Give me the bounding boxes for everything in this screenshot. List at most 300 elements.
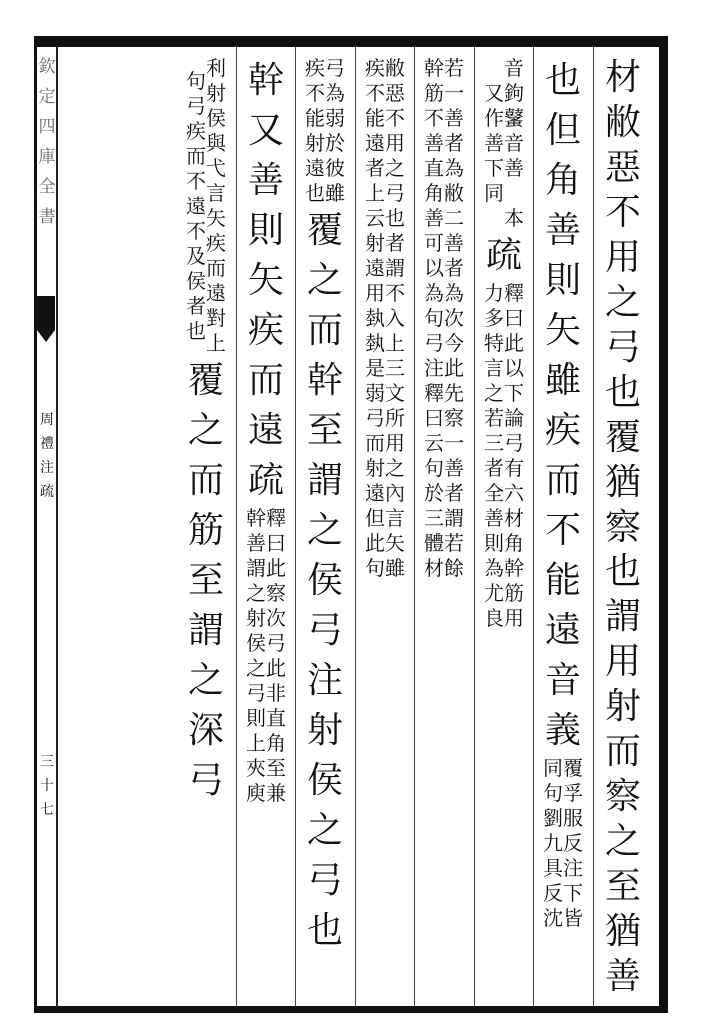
main-char: 謂: [605, 596, 641, 638]
note-char: 矢: [206, 206, 226, 230]
note-char: 為: [424, 281, 444, 305]
note-char: 餘: [444, 556, 464, 580]
note-char: 幹: [504, 556, 524, 580]
note-char: 三: [424, 506, 444, 530]
main-char: 之: [605, 821, 641, 863]
note-char: 惡: [385, 81, 405, 105]
note-char: 若: [484, 406, 504, 430]
main-char: 之: [306, 510, 343, 551]
main-text: [244, 456, 288, 506]
annotation-line: [186, 69, 206, 344]
annotation-line: [325, 56, 345, 206]
annotation-note: [482, 56, 526, 231]
note-char: 則: [246, 706, 266, 730]
annotation-note: [482, 281, 526, 631]
note-char: 弓: [365, 406, 385, 430]
note-char: 遠: [206, 281, 226, 305]
main-text: [601, 56, 645, 1000]
note-char: 射: [246, 606, 266, 630]
note-char: 射: [365, 456, 385, 480]
note-char: 弱: [365, 381, 385, 405]
note-char: 於: [424, 481, 444, 505]
note-char: 材: [504, 506, 524, 530]
note-char: 善: [444, 106, 464, 130]
note-char: 也: [385, 206, 405, 230]
main-char: 不: [605, 191, 641, 233]
column-rule: [533, 47, 534, 1007]
note-char: 上: [206, 331, 226, 355]
text-column: [601, 56, 645, 1000]
note-char: 全: [484, 481, 504, 505]
note-char: 弓: [504, 431, 524, 455]
note-char: 一: [444, 431, 464, 455]
note-char: 下: [484, 156, 504, 180]
note-char: 敝: [385, 56, 405, 80]
main-char: 善: [605, 956, 641, 998]
margin-book-title: 周禮注疏: [40, 412, 54, 500]
note-char: 而: [365, 431, 385, 455]
annotation-note: [303, 56, 347, 206]
note-char: [504, 181, 524, 206]
main-char: 也: [544, 60, 581, 101]
main-char: 矢: [247, 260, 284, 301]
main-char: 矢: [544, 310, 581, 351]
main-char: 至: [306, 410, 343, 451]
note-char: 遠: [365, 131, 385, 155]
note-char: 侯: [246, 631, 266, 655]
annotation-line: [365, 56, 385, 581]
main-char: 注: [306, 660, 343, 701]
note-char: 一: [444, 81, 464, 105]
note-char: 次: [444, 306, 464, 330]
note-char: 雖: [385, 556, 405, 580]
note-char: 之: [484, 381, 504, 405]
note-char: 之: [385, 156, 405, 180]
note-char: 今: [444, 331, 464, 355]
main-char: 謂: [306, 460, 343, 501]
main-char: 則: [544, 260, 581, 301]
note-char: 為: [325, 81, 345, 105]
note-char: 服: [563, 806, 583, 830]
note-char: 者: [444, 131, 464, 155]
note-char: 夾: [246, 756, 266, 780]
note-char: 遠: [305, 156, 325, 180]
main-char: 猶: [605, 461, 641, 503]
main-char: 之: [306, 260, 343, 301]
annotation-line: [444, 56, 464, 581]
annotation-note: [541, 756, 585, 931]
note-char: 鉤: [504, 81, 524, 105]
note-char: 而: [186, 143, 206, 168]
note-char: 察: [266, 581, 286, 605]
note-char: 此: [266, 556, 286, 580]
note-char: 角: [504, 531, 524, 555]
main-char: 至: [187, 560, 224, 601]
note-char: 善: [484, 131, 504, 155]
note-char: 不: [385, 281, 405, 305]
note-char: 謂: [385, 256, 405, 280]
note-char: 善: [444, 231, 464, 255]
note-char: 遠: [365, 481, 385, 505]
note-char: 有: [504, 456, 524, 480]
main-char: 侯: [306, 760, 343, 801]
note-char: 力: [484, 281, 504, 305]
note-char: 者: [444, 481, 464, 505]
note-char: 釋: [504, 281, 524, 305]
frame-bottom-border: [34, 1006, 668, 1013]
note-char: 是: [365, 356, 385, 380]
main-text: [541, 56, 585, 656]
main-text: [482, 231, 526, 281]
main-char: 謂: [187, 610, 224, 651]
note-char: 善: [246, 531, 266, 555]
main-char: 弓: [605, 326, 641, 368]
note-char: 弓: [186, 93, 206, 118]
note-char: 不: [365, 81, 385, 105]
margin-band-divider: [56, 47, 58, 1007]
note-char: 釋: [424, 381, 444, 405]
note-char: 用: [365, 281, 385, 305]
note-char: 但: [365, 506, 385, 530]
frame-right-border: [659, 36, 668, 1013]
annotation-note: [363, 56, 407, 581]
note-char: 此: [365, 531, 385, 555]
note-char: 侯: [206, 106, 226, 130]
note-char: 疾: [186, 118, 206, 143]
main-char: 察: [605, 506, 641, 548]
note-char: 句: [543, 781, 563, 805]
note-char: 劉: [543, 806, 563, 830]
column-rule: [295, 47, 296, 1007]
note-char: 為: [444, 281, 464, 305]
note-char: 此: [444, 356, 464, 380]
note-char: 者: [186, 293, 206, 318]
main-text: [303, 206, 347, 956]
note-char: 本: [504, 206, 524, 230]
note-char: 上: [246, 731, 266, 755]
annotation-line: [385, 56, 405, 581]
note-char: 同: [484, 181, 504, 205]
margin-page-number: 三十七: [40, 754, 54, 818]
main-char: 射: [306, 710, 343, 751]
note-char: 反: [543, 881, 563, 905]
note-char: 能: [305, 106, 325, 130]
note-char: 此: [504, 331, 524, 355]
note-char: 所: [385, 406, 405, 430]
note-char: 句: [424, 456, 444, 480]
annotation-line: [484, 281, 504, 631]
note-char: 弓: [424, 331, 444, 355]
main-char: 也: [306, 910, 343, 951]
note-char: 以: [424, 256, 444, 280]
text-column: [482, 56, 526, 631]
note-char: 材: [424, 556, 444, 580]
text-column: [422, 56, 466, 581]
note-char: 雖: [325, 181, 345, 205]
note-char: 弋: [206, 156, 226, 180]
main-char: 深: [187, 710, 224, 751]
annotation-line: [504, 281, 524, 631]
note-char: 之: [246, 581, 266, 605]
note-char: 若: [444, 56, 464, 80]
main-char: 覆: [187, 360, 224, 401]
note-char: 下: [563, 881, 583, 905]
annotation-line: [246, 506, 266, 806]
note-char: 弓: [325, 56, 345, 80]
main-char: 至: [605, 866, 641, 908]
text-column: [184, 56, 228, 806]
main-char: 侯: [306, 560, 343, 601]
main-char: 幹: [306, 360, 343, 401]
note-char: 具: [543, 856, 563, 880]
annotation-note: [422, 56, 466, 581]
note-char: 作: [484, 106, 504, 130]
main-char: 遠: [544, 610, 581, 651]
annotation-line: [543, 756, 563, 931]
text-column: [363, 56, 407, 581]
note-char: 三: [484, 431, 504, 455]
note-char: 皆: [563, 906, 583, 930]
note-char: 兼: [266, 781, 286, 805]
note-char: 音: [504, 56, 524, 80]
note-char: 言: [206, 181, 226, 205]
note-char: 釋: [266, 506, 286, 530]
note-char: 覆: [563, 756, 583, 780]
main-char: 之: [187, 660, 224, 701]
main-char: 弓: [187, 760, 224, 801]
main-char: 也: [605, 371, 641, 413]
note-char: 善: [424, 131, 444, 155]
note-char: 下: [504, 381, 524, 405]
note-char: 曰: [424, 406, 444, 430]
note-char: 尤: [484, 581, 504, 605]
annotation-line: [266, 506, 286, 806]
main-char: 遠: [247, 410, 284, 451]
main-char: 不: [544, 510, 581, 551]
annotation-note: [244, 506, 288, 806]
margin-header: 欽定四庫全書: [38, 57, 56, 227]
note-char: 不: [186, 218, 206, 243]
note-char: 射: [365, 231, 385, 255]
note-char: 弱: [325, 106, 345, 130]
annotation-line: [206, 56, 226, 356]
main-char: 而: [306, 310, 343, 351]
note-char: 音: [504, 131, 524, 155]
note-char: 疾: [365, 56, 385, 80]
note-char: 直: [266, 706, 286, 730]
note-char: 不: [385, 106, 405, 130]
note-char: 為: [444, 156, 464, 180]
main-char: 但: [544, 110, 581, 151]
note-char: 體: [424, 531, 444, 555]
note-char: 言: [385, 506, 405, 530]
note-char: 遠: [365, 256, 385, 280]
note-char: 與: [206, 131, 226, 155]
note-char: 於: [325, 131, 345, 155]
main-char: 角: [544, 160, 581, 201]
main-char: 疏: [485, 235, 522, 276]
main-char: 猶: [605, 911, 641, 953]
note-char: 注: [424, 356, 444, 380]
note-char: 則: [484, 531, 504, 555]
main-char: 而: [247, 360, 284, 401]
main-char: 也: [605, 551, 641, 593]
main-char: 用: [605, 641, 641, 683]
main-text: [541, 656, 585, 756]
fishtail-mark: [37, 296, 55, 330]
note-char: 六: [504, 481, 524, 505]
note-char: 者: [365, 156, 385, 180]
main-char: 察: [605, 776, 641, 818]
note-char: 侯: [186, 268, 206, 293]
note-char: 也: [305, 181, 325, 205]
note-char: 察: [444, 406, 464, 430]
main-char: 而: [187, 460, 224, 501]
note-char: 弓: [246, 681, 266, 705]
note-char: 上: [365, 181, 385, 205]
note-char: 而: [206, 256, 226, 280]
note-char: 射: [206, 81, 226, 105]
frame-left-border: [34, 36, 37, 1013]
note-char: 射: [305, 131, 325, 155]
note-char: 九: [543, 831, 563, 855]
main-char: 則: [247, 210, 284, 251]
text-column: [541, 56, 585, 931]
note-char: 言: [484, 356, 504, 380]
note-char: 為: [484, 556, 504, 580]
note-char: 者: [444, 256, 464, 280]
main-char: 筋: [187, 510, 224, 551]
main-char: 疾: [544, 410, 581, 451]
frame-top-border: [34, 36, 668, 47]
note-char: 云: [424, 431, 444, 455]
main-char: 善: [247, 160, 284, 201]
note-char: 矢: [385, 531, 405, 555]
note-char: 可: [424, 231, 444, 255]
note-char: 者: [484, 456, 504, 480]
main-char: 材: [605, 57, 641, 98]
note-char: 非: [266, 681, 286, 705]
main-char: 射: [605, 686, 641, 728]
note-char: 彼: [325, 156, 345, 180]
note-char: 不: [424, 106, 444, 130]
main-char: 弓: [306, 860, 343, 901]
note-char: 善: [424, 206, 444, 230]
column-rule: [414, 47, 415, 1007]
main-char: 覆: [306, 210, 343, 251]
note-char: 句: [365, 556, 385, 580]
note-char: 之: [246, 656, 266, 680]
note-char: 句: [424, 306, 444, 330]
note-char: 多: [484, 306, 504, 330]
note-char: 入: [385, 306, 405, 330]
note-char: 也: [186, 318, 206, 343]
main-char: 又: [247, 110, 284, 151]
main-char: 之: [605, 281, 641, 323]
note-char: 此: [266, 656, 286, 680]
note-char: 善: [444, 456, 464, 480]
main-char: 雖: [544, 360, 581, 401]
note-char: 者: [385, 231, 405, 255]
note-char: 沈: [543, 906, 563, 930]
note-char: 鼜: [504, 106, 524, 130]
main-char: 而: [544, 460, 581, 501]
column-rule: [593, 47, 594, 1007]
note-char: 句: [186, 68, 206, 93]
note-char: 次: [266, 606, 286, 630]
note-char: 同: [543, 756, 563, 780]
note-char: 埶: [365, 331, 385, 355]
note-char: 角: [266, 731, 286, 755]
annotation-line: [563, 756, 583, 931]
column-rule: [236, 47, 237, 1007]
note-char: 幹: [246, 506, 266, 530]
note-char: 若: [444, 531, 464, 555]
note-char: 良: [484, 606, 504, 630]
note-char: 用: [385, 431, 405, 455]
note-char: 弓: [385, 181, 405, 205]
note-char: 文: [385, 381, 405, 405]
main-char: 善: [544, 210, 581, 251]
note-char: 不: [305, 81, 325, 105]
note-char: 不: [186, 168, 206, 193]
main-char: 疏: [247, 460, 284, 501]
note-char: 角: [424, 181, 444, 205]
note-char: 筋: [504, 581, 524, 605]
annotation-line: [424, 56, 444, 581]
note-char: 先: [444, 381, 464, 405]
note-char: 云: [365, 206, 385, 230]
note-char: 幹: [424, 56, 444, 80]
note-char: 埶: [365, 306, 385, 330]
column-rule: [355, 47, 356, 1007]
note-char: 疾: [206, 231, 226, 255]
main-char: 義: [544, 710, 581, 751]
note-char: 又: [484, 81, 504, 105]
note-char: 能: [365, 106, 385, 130]
note-char: 上: [385, 331, 405, 355]
main-char: 音: [544, 660, 581, 701]
note-char: 三: [385, 356, 405, 380]
note-char: 庾: [246, 781, 266, 805]
note-char: 善: [484, 506, 504, 530]
main-char: 弓: [306, 610, 343, 651]
note-char: 反: [563, 831, 583, 855]
note-char: 謂: [444, 506, 464, 530]
note-char: 孚: [563, 781, 583, 805]
main-text: [184, 356, 228, 806]
note-char: 用: [385, 131, 405, 155]
text-column: [303, 56, 347, 956]
note-char: 及: [186, 243, 206, 268]
note-char: 善: [504, 156, 524, 180]
main-char: 幹: [247, 60, 284, 101]
main-char: 用: [605, 236, 641, 278]
note-char: 遠: [186, 193, 206, 218]
note-char: 注: [563, 856, 583, 880]
note-char: 直: [424, 156, 444, 180]
note-char: 論: [504, 406, 524, 430]
note-char: 曰: [266, 531, 286, 555]
main-char: 惡: [605, 146, 641, 188]
main-char: 之: [306, 810, 343, 851]
note-char: 疾: [305, 56, 325, 80]
main-char: 覆: [605, 416, 641, 458]
column-rule: [474, 47, 475, 1007]
note-char: 敝: [444, 181, 464, 205]
note-char: 以: [504, 356, 524, 380]
note-char: 用: [504, 606, 524, 630]
